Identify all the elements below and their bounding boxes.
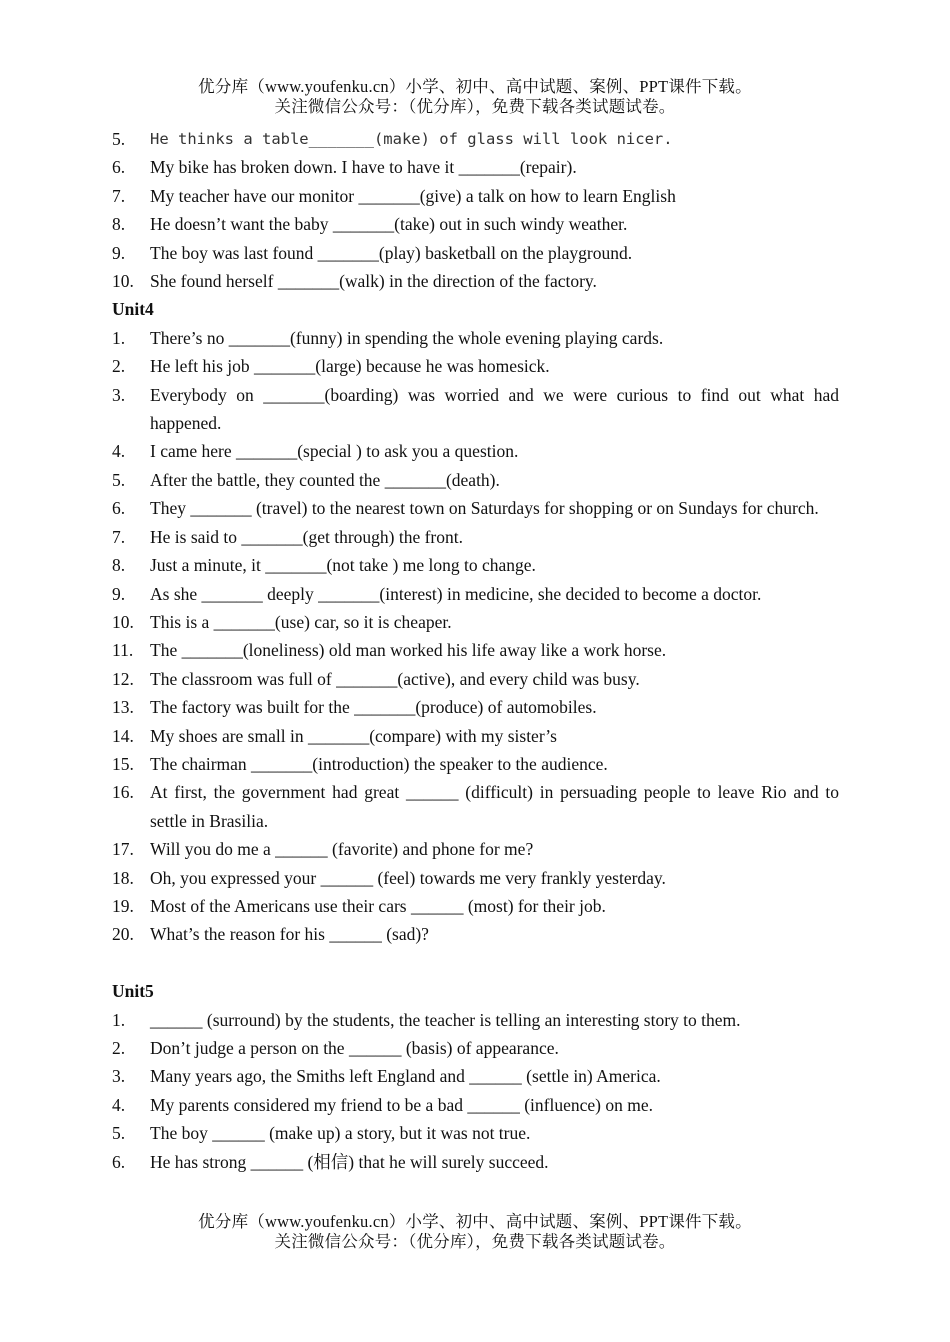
item-text: As she _______ deeply _______(interest) in medicine, she decided to become a doctor. [150, 583, 762, 604]
item-number: 6. [112, 1151, 126, 1172]
exercise-item [112, 750, 839, 778]
item-text: My teacher have our monitor _______(give) a talk on how to learn English [150, 185, 676, 206]
item-number: 9. [112, 242, 126, 263]
exercise-item [112, 1062, 839, 1090]
item-number: 2. [112, 1037, 126, 1058]
exercise-content [112, 125, 839, 1176]
exercise-item [112, 494, 839, 522]
item-text: Many years ago, the Smiths left England and ______ (settle in) America. [150, 1066, 661, 1087]
exercise-item [112, 1034, 839, 1062]
exercise-item [112, 1006, 839, 1034]
item-text: Everybody on _______(boarding) was worried and we were curious to find out what had happened. [150, 384, 839, 434]
item-text: He thinks a table_______(make) of glass will look nicer. [150, 130, 673, 148]
item-number: 1. [112, 1009, 126, 1030]
item-text: My shoes are small in _______(compare) with my sister’s [150, 725, 557, 746]
item-text: My bike has broken down. I have to have it _______(repair). [150, 157, 577, 178]
item-number: 8. [112, 555, 126, 576]
item-text: My parents considered my friend to be a bad ______ (influence) on me. [150, 1094, 653, 1115]
exercise-item [112, 466, 839, 494]
item-number: 10. [112, 611, 134, 632]
item-number: 7. [112, 185, 126, 206]
exercise-item [112, 210, 839, 238]
item-text: He has strong ______ (相信) that he will surely succeed. [150, 1151, 549, 1172]
item-text: I came here _______(special ) to ask you a question. [150, 441, 519, 462]
exercise-item [112, 580, 839, 608]
exercise-item [112, 1148, 839, 1176]
exercise-item [112, 693, 839, 721]
exercise-item [112, 864, 839, 892]
item-number: 8. [112, 214, 126, 235]
item-number: 18. [112, 867, 134, 888]
item-number: 16. [112, 782, 134, 803]
exercise-item [112, 835, 839, 863]
item-text: Most of the Americans use their cars ______ (most) for their job. [150, 895, 606, 916]
exercise-item [112, 892, 839, 920]
item-text: The classroom was full of _______(active), and every child was busy. [150, 668, 640, 689]
exercise-item [112, 665, 839, 693]
item-number: 4. [112, 1094, 126, 1115]
item-text: He is said to _______(get through) the front. [150, 526, 464, 547]
item-text: He doesn’t want the baby _______(take) out in such windy weather. [150, 214, 628, 235]
item-text: The chairman _______(introduction) the speaker to the audience. [150, 753, 608, 774]
item-text: After the battle, they counted the _______(death). [150, 469, 500, 490]
footer-line-2: 关注微信公众号：（优分库），免费下载各类试题试卷。 [274, 1232, 676, 1251]
item-number: 5. [112, 1123, 126, 1144]
exercise-item [112, 324, 839, 352]
item-number: 5. [112, 469, 126, 490]
item-text: Don’t judge a person on the ______ (basis) of appearance. [150, 1037, 559, 1058]
item-text: There’s no _______(funny) in spending the whole evening playing cards. [150, 327, 664, 348]
item-text: What’s the reason for his ______ (sad)? [150, 924, 429, 945]
exercise-item [112, 608, 839, 636]
item-number: 1. [112, 327, 126, 348]
item-text: The factory was built for the _______(produce) of automobiles. [150, 697, 597, 718]
exercise-item [112, 381, 839, 438]
item-text: The boy ______ (make up) a story, but it was not true. [150, 1123, 531, 1144]
item-text: This is a _______(use) car, so it is cheaper. [150, 611, 452, 632]
exercise-item [112, 153, 839, 181]
item-text: She found herself _______(walk) in the direction of the factory. [150, 271, 597, 292]
item-number: 6. [112, 157, 126, 178]
item-number: 15. [112, 753, 134, 774]
section-gap [112, 949, 839, 977]
exercise-item [112, 523, 839, 551]
item-number: 10. [112, 271, 134, 292]
item-text: They _______ (travel) to the nearest town on Saturdays for shopping or on Sundays for church. [150, 498, 819, 519]
item-number: 7. [112, 526, 126, 547]
item-number: 3. [112, 384, 126, 405]
exercise-item [112, 636, 839, 664]
unit3-tail-list [112, 125, 839, 295]
exercise-item [112, 1091, 839, 1119]
unit5-list [112, 1006, 839, 1176]
item-number: 17. [112, 839, 134, 860]
item-number: 20. [112, 924, 134, 945]
exercise-item [112, 267, 839, 295]
exercise-item [112, 920, 839, 948]
item-text: At first, the government had great ______ (difficult) in persuading people to leave Rio and to settle in Brasilia. [150, 782, 839, 831]
item-number: 9. [112, 583, 126, 604]
exercise-item [112, 1119, 839, 1147]
item-number: 13. [112, 697, 134, 718]
item-text: Will you do me a ______ (favorite) and phone for me? [150, 839, 534, 860]
header-line-2: 关注微信公众号：（优分库），免费下载各类试题试卷。 [274, 97, 676, 116]
item-number: 2. [112, 356, 126, 377]
item-number: 6. [112, 498, 126, 519]
unit4-list [112, 324, 839, 949]
footer-line-1: 优分库（www.youfenku.cn）小学、初中、高中试题、案例、PPT课件下载。 [198, 1212, 752, 1231]
item-number: 19. [112, 895, 134, 916]
exercise-item [112, 551, 839, 579]
item-text: He left his job _______(large) because he was homesick. [150, 356, 550, 377]
item-number: 5. [112, 129, 126, 149]
page-header [0, 77, 950, 117]
unit5-title: Unit5 [112, 981, 154, 1002]
exercise-item [112, 352, 839, 380]
item-text: The boy was last found _______(play) basketball on the playground. [150, 242, 633, 263]
item-number: 4. [112, 441, 126, 462]
exercise-item [112, 722, 839, 750]
exercise-item [112, 437, 839, 465]
item-number: 14. [112, 725, 134, 746]
exercise-item [112, 778, 839, 835]
item-text: Oh, you expressed your ______ (feel) towards me very frankly yesterday. [150, 867, 666, 888]
exercise-item [112, 125, 839, 153]
item-number: 12. [112, 668, 134, 689]
exercise-item [112, 182, 839, 210]
item-number: 11. [112, 640, 134, 661]
header-line-1: 优分库（www.youfenku.cn）小学、初中、高中试题、案例、PPT课件下载。 [198, 77, 752, 96]
exercise-item [112, 239, 839, 267]
item-text: Just a minute, it _______(not take ) me long to change. [150, 555, 536, 576]
page-footer [0, 1212, 950, 1252]
unit4-title: Unit4 [112, 299, 154, 320]
item-text: ______ (surround) by the students, the teacher is telling an interesting story to them. [150, 1009, 741, 1030]
item-text: The _______(loneliness) old man worked his life away like a work horse. [150, 640, 667, 661]
item-number: 3. [112, 1066, 126, 1087]
